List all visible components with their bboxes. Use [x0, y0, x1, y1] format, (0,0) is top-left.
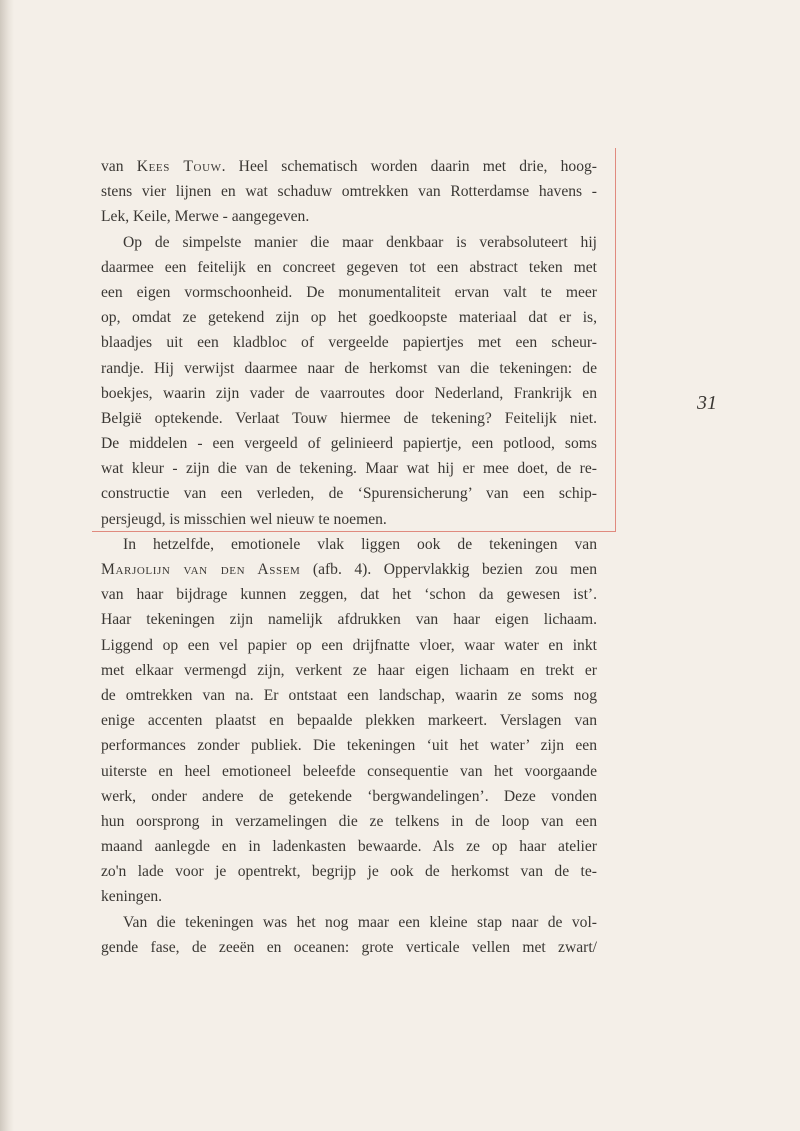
artist-name: Kees Touw — [136, 158, 222, 175]
text-line: De middelen - een vergeeld of gelinieerd papiertje, een potlood, soms — [101, 435, 597, 453]
text-line: constructie van een verleden, de ‘Spurensicherung’ van een schip- — [101, 485, 597, 503]
text-line: de omtrekken van na. Er ontstaat een landschap, waarin ze soms nog — [101, 686, 597, 704]
text-line: met elkaar vermengd zijn, verkent ze haar eigen lichaam en trekt er — [101, 661, 597, 679]
text-line: gende fase, de zeeën en oceanen: grote verticale vellen met zwart/ — [101, 938, 597, 956]
text-line: daarmee een feitelijk en concreet gegeven tot een abstract teken met — [101, 258, 597, 276]
text-line: Haar tekeningen zijn namelijk afdrukken van haar eigen lichaam. — [101, 611, 597, 629]
text-line: stens vier lijnen en wat schaduw omtrekken van Rotterdamse havens - — [101, 183, 597, 201]
page-number: 31 — [697, 392, 717, 414]
text-line: Van die tekeningen was het nog maar een kleine stap naar de vol- — [123, 913, 597, 931]
text-line: persjeugd, is misschien wel nieuw te noemen. — [101, 510, 387, 528]
text-line: uiterste en heel emotioneel beleefde consequentie van het voorgaande — [101, 762, 597, 780]
page-edge-shadow — [0, 0, 14, 1131]
text-line: van Kees Touw. Heel schematisch worden daarin met drie, hoog- — [101, 158, 597, 175]
text-line: boekjes, waarin zijn vader de vaarroutes door Nederland, Frankrijk en — [101, 384, 597, 402]
text-line: keningen. — [101, 888, 163, 906]
text-line: randje. Hij verwijst daarmee naar de herkomst van die tekeningen: de — [101, 359, 597, 377]
artist-name: Marjolijn van den Assem — [101, 561, 301, 578]
text-line: hun oorsprong in verzamelingen die ze telkens in de loop van een — [101, 812, 597, 830]
text-line: wat kleur - zijn die van de tekening. Maar wat hij er mee doet, de re- — [101, 460, 597, 478]
text-line: In hetzelfde, emotionele vlak liggen ook de tekeningen van — [123, 535, 597, 553]
text-line: een eigen vormschoonheid. De monumentaliteit ervan valt te meer — [101, 283, 597, 301]
text-line: performances zonder publiek. Die tekeningen ‘uit het water’ zijn een — [101, 737, 597, 755]
text-line: van haar bijdrage kunnen zeggen, dat het ‘schon da gewesen ist’. — [101, 586, 597, 604]
text-line: werk, onder andere de getekende ‘bergwandelingen’. Deze vonden — [101, 787, 597, 805]
text-line: Lek, Keile, Merwe - aangegeven. — [101, 208, 310, 226]
text-line: Op de simpelste manier die maar denkbaar is verabsoluteert hij — [123, 233, 597, 251]
text-line: Marjolijn van den Assem (afb. 4). Oppervlakkig bezien zou men — [101, 561, 597, 578]
text-line: zo'n lade voor je opentrekt, begrijp je ook de herkomst van de te- — [101, 863, 597, 881]
text-line: enige accenten plaatst en bepaalde plekken markeert. Verslagen van — [101, 712, 597, 730]
body-text — [101, 154, 597, 960]
text-line: op, omdat ze getekend zijn op het goedkoopste materiaal dat er is, — [101, 309, 597, 327]
text-line: België optekende. Verlaat Touw hiermee de tekening? Feitelijk niet. — [101, 409, 597, 427]
text-line: maand aanlegde en in ladenkasten bewaarde. Als ze op haar atelier — [101, 838, 597, 856]
text-line: blaadjes uit een kladbloc of vergeelde papiertjes met een scheur- — [101, 334, 597, 352]
text-line: Liggend op een vel papier op een drijfnatte vloer, waar water en inkt — [101, 636, 597, 654]
